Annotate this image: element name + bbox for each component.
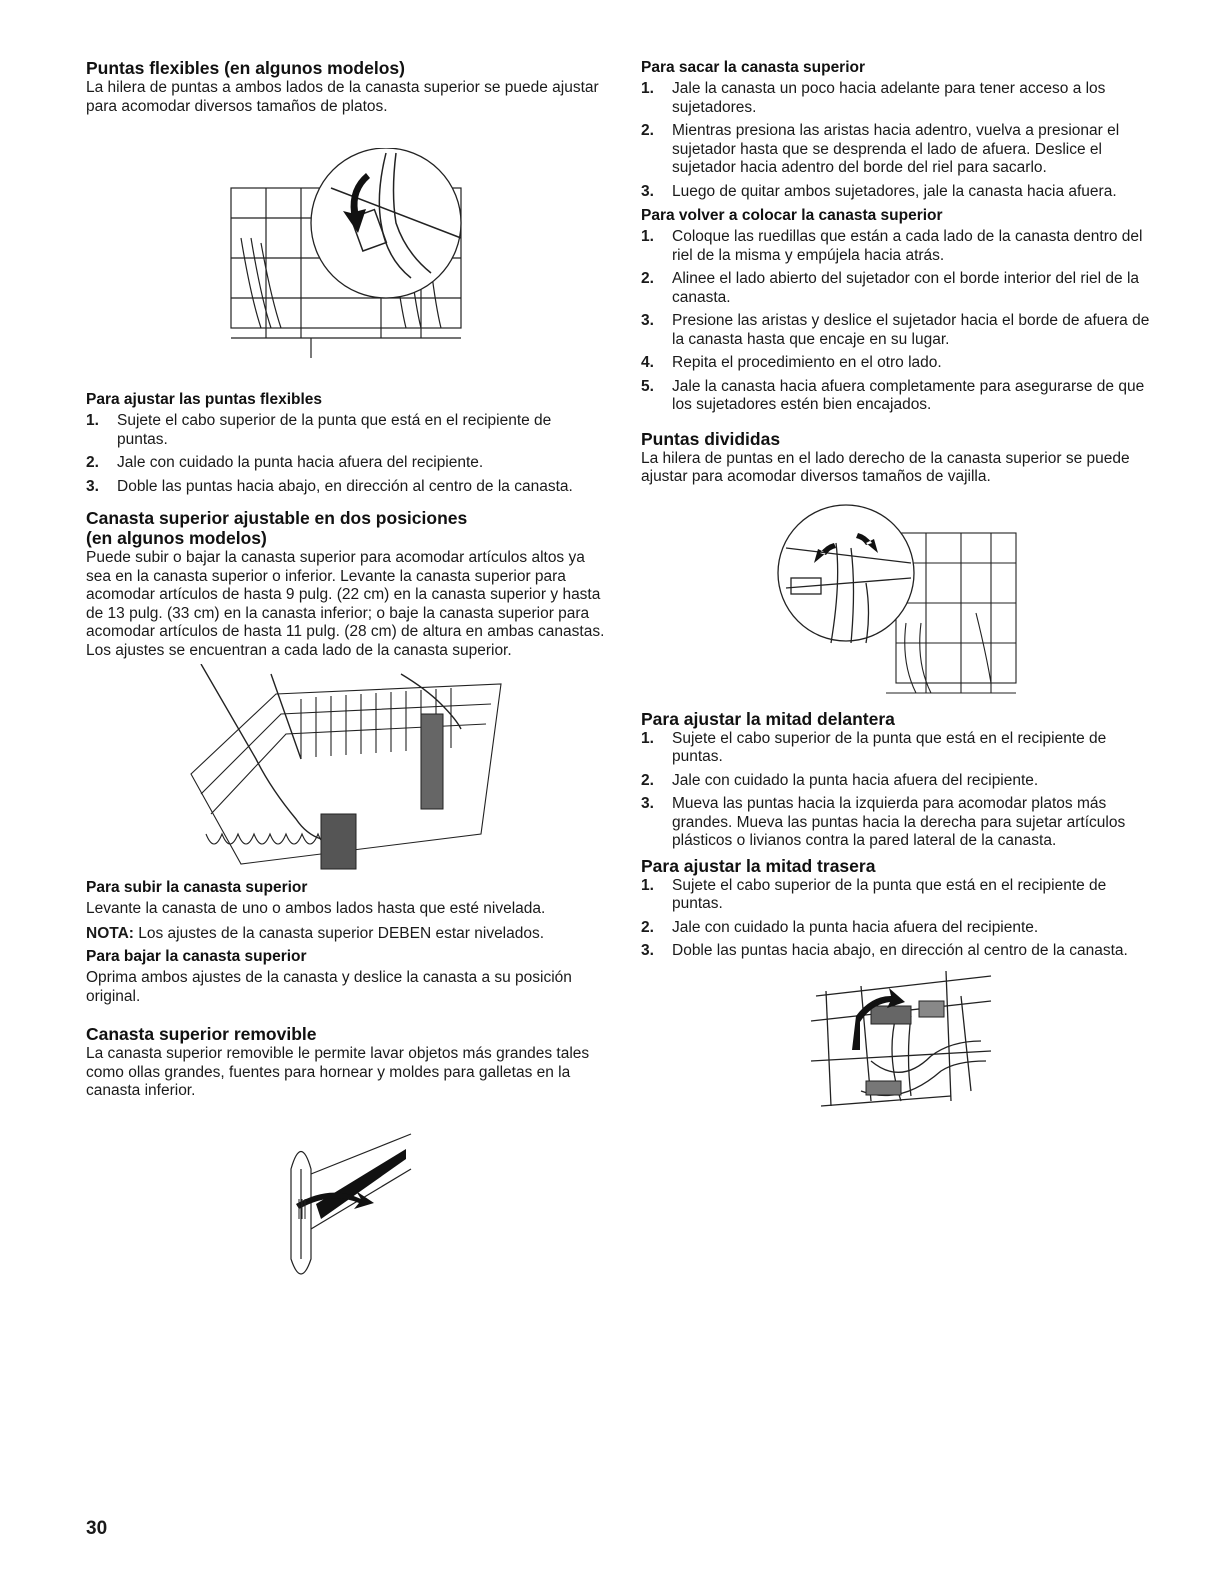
list-item: 3. Doble las puntas hacia abajo, en dirección al centro de la canasta. bbox=[641, 942, 1128, 959]
front-half-steps bbox=[641, 730, 1161, 851]
section-title-flexible-tines: Puntas flexibles (en algunos modelos) bbox=[86, 58, 405, 78]
section-title-lower-rack: Para bajar la canasta superior bbox=[86, 948, 307, 965]
section-title-raise-rack: Para subir la canasta superior bbox=[86, 879, 308, 896]
rack-adjuster-illustration bbox=[181, 664, 511, 874]
list-item: 2. Jale con cuidado la punta hacia afuera del recipiente. bbox=[641, 771, 1039, 789]
section-title-two-position-rack: Canasta superior ajustable en dos posiciones (en algunos modelos) bbox=[86, 508, 468, 548]
adjust-flexible-tines-steps bbox=[86, 412, 606, 496]
list-item: 5. Jale la canasta hacia afuera completamente para asegurarse de que los sujetadores estén bien encajados. bbox=[641, 377, 1145, 413]
removable-rack-body: La canasta superior removible le permite lavar objetos más grandes tales como ollas grandes, fuentes para hornear y moldes para galletas en la canasta inferior. bbox=[86, 1045, 590, 1099]
list-item: 3. Doble las puntas hacia abajo, en dirección al centro de la canasta. bbox=[86, 477, 573, 495]
section-title-back-half: Para ajustar la mitad trasera bbox=[641, 855, 876, 876]
list-item: 1. Sujete el cabo superior de la punta que está en el recipiente de puntas. bbox=[641, 876, 1107, 912]
right-column bbox=[641, 58, 1161, 1121]
replace-rack-steps bbox=[641, 228, 1161, 415]
section-title-front-half: Para ajustar la mitad delantera bbox=[641, 708, 895, 729]
lower-rack-body: Oprima ambos ajustes de la canasta y deslice la canasta a su posición original. bbox=[86, 969, 572, 1005]
raise-rack-note: NOTA: Los ajustes de la canasta superior DEBEN estar nivelados. bbox=[86, 924, 545, 942]
section-title-remove-rack: Para sacar la canasta superior bbox=[641, 59, 866, 76]
section-title-adjust-flexible-tines: Para ajustar las puntas flexibles bbox=[86, 391, 323, 408]
list-item: 2. Jale con cuidado la punta hacia afuera del recipiente. bbox=[86, 454, 484, 471]
list-item: 1. Coloque las ruedillas que están a cada lado de la canasta dentro del riel de la misma y empújela hacia atrás. bbox=[641, 228, 1143, 264]
section-title-replace-rack: Para volver a colocar la canasta superior bbox=[641, 207, 943, 224]
list-item: 3. Luego de quitar ambos sujetadores, jale la canasta hacia afuera. bbox=[641, 182, 1117, 200]
back-half-tines-illustration bbox=[801, 971, 1001, 1121]
list-item: 1. Sujete el cabo superior de la punta que está en el recipiente de puntas. bbox=[86, 412, 552, 448]
list-item: 4. Repita el procedimiento en el otro lado. bbox=[641, 354, 942, 371]
list-item: 2. Jale con cuidado la punta hacia afuera del recipiente. bbox=[641, 918, 1039, 936]
raise-rack-body: Levante la canasta de uno o ambos lados hasta que esté nivelada. bbox=[86, 900, 546, 917]
left-column bbox=[86, 58, 606, 1289]
remove-rack-steps bbox=[641, 80, 1161, 201]
list-item: 2. Mientras presiona las aristas hacia adentro, vuelva a presionar el sujetador hasta que se desprenda el lado de afuera. Deslice el sujetador hacia adentro del borde del riel para sacarlo. bbox=[641, 122, 1120, 176]
section-title-split-tines: Puntas divididas bbox=[641, 428, 781, 449]
list-item: 1. Jale la canasta un poco hacia adelante para tener acceso a los sujetadores. bbox=[641, 80, 1106, 116]
back-half-steps bbox=[641, 877, 1161, 961]
rack-clip-illustration bbox=[271, 1129, 421, 1289]
list-item: 3. Presione las aristas y deslice el sujetador hacia el borde de afuera de la canasta hasta que encaje en su lugar. bbox=[641, 312, 1150, 348]
list-item: 2. Alinee el lado abierto del sujetador con el borde interior del riel de la canasta. bbox=[641, 270, 1140, 306]
split-tines-illustration bbox=[776, 503, 1026, 703]
section-title-removable-rack: Canasta superior removible bbox=[86, 1024, 317, 1044]
flexible-tines-illustration bbox=[221, 148, 471, 378]
split-tines-body: La hilera de puntas en el lado derecho de la canasta superior se puede ajustar para acomodar diversos tamaños de vajilla. bbox=[641, 449, 1130, 485]
list-item: 1. Sujete el cabo superior de la punta que está en el recipiente de puntas. bbox=[641, 729, 1107, 765]
list-item: 3. Mueva las puntas hacia la izquierda para acomodar platos más grandes. Mueva las puntas hacia la derecha para sujetar artículos plásticos o livianos contra la pared lateral de la canasta. bbox=[641, 795, 1126, 849]
flexible-tines-body: La hilera de puntas a ambos lados de la canasta superior se puede ajustar para acomodar diversos tamaños de platos. bbox=[86, 79, 599, 115]
two-position-rack-body: Puede subir o bajar la canasta superior para acomodar artículos altos ya sea en la canasta superior o inferior. Levante la canasta superior para acomodar artículos de hasta 9 pulg. (22 cm) en la canasta superior y hasta de 13 pulg. (33 cm) en la canasta inferior; o baje la canasta superior para acomodar artículos de hasta 11 pulg. (28 cm) de altura en ambas canastas. Los ajustes se encuentran a cada lado de la canasta superior. bbox=[86, 549, 605, 659]
page-number: 30 bbox=[86, 1518, 108, 1539]
